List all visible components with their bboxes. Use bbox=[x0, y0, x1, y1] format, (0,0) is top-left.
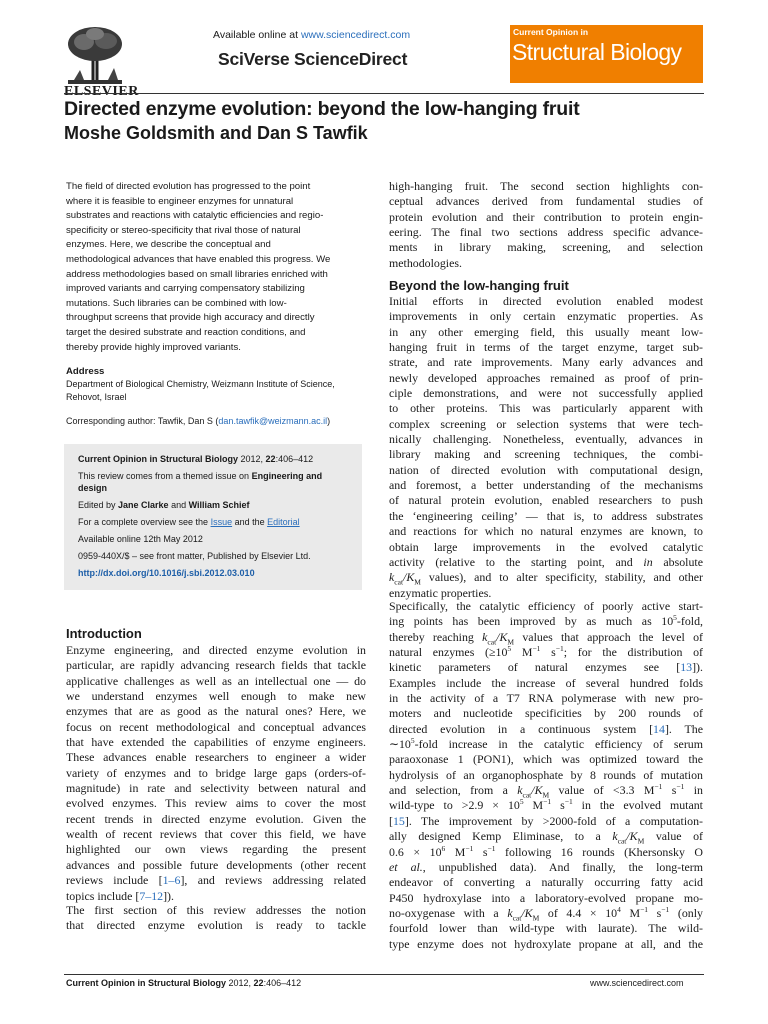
publisher-name: ELSEVIER bbox=[64, 84, 139, 99]
abstract-line: mutations. Such libraries can be combined with low- bbox=[66, 297, 287, 309]
text-fragment: -fold increase in the catalytic efficiency of serum bbox=[414, 737, 703, 752]
corresponding-author bbox=[66, 416, 330, 426]
info-edited-and: and bbox=[168, 500, 189, 510]
text-line bbox=[66, 889, 366, 904]
footer-citation bbox=[66, 978, 301, 988]
km-sub: M bbox=[532, 913, 540, 923]
text-fragment: thereby reaching bbox=[389, 629, 483, 644]
info-themed-prefix: This review comes from a themed issue on bbox=[78, 471, 252, 481]
text-line: methodologies. bbox=[389, 255, 462, 270]
text-line bbox=[389, 555, 703, 570]
journal-badge-title: Structural Biology bbox=[512, 39, 682, 65]
text-fragment: 0.6 × 10 bbox=[389, 844, 442, 859]
abstract-line: thereby provide highly improved variants. bbox=[66, 341, 241, 353]
text-fragment: values that approach the level of bbox=[514, 629, 703, 644]
right-paragraph-2 bbox=[389, 294, 703, 601]
text-line: high-hanging fruit. The second section highlights con- bbox=[389, 179, 703, 193]
text-fragment: ], and reviews addressing related bbox=[180, 873, 367, 888]
text-line: The first section of this review addresses the notion bbox=[66, 903, 366, 917]
text-line bbox=[389, 645, 703, 660]
info-themed-issue bbox=[78, 471, 322, 481]
info-themed-topic-cont: design bbox=[78, 483, 108, 493]
superscript: −1 bbox=[465, 843, 474, 853]
corresponding-suffix: ) bbox=[327, 416, 331, 426]
text-fragment: natural enzymes (≥10 bbox=[389, 645, 508, 660]
info-issn: 0959-440X/$ – see front matter, Published by Elsevier Ltd. bbox=[78, 551, 311, 561]
text-fragment: , unpublished data). And finally, the long-term bbox=[422, 859, 704, 874]
text-line: in any other emerging field, this usually meant low- bbox=[389, 324, 703, 339]
text-fragment: s bbox=[473, 844, 488, 859]
text-line: particular, are rapidly advancing research fields that tackle bbox=[66, 658, 366, 673]
text-line: Specifically, the catalytic efficiency of poorly active start- bbox=[389, 599, 703, 613]
info-citation-journal: Current Opinion in Structural Biology bbox=[78, 454, 239, 464]
section-heading-introduction: Introduction bbox=[66, 626, 142, 641]
footer-website-link[interactable]: www.sciencedirect.com bbox=[590, 978, 684, 988]
text-line bbox=[389, 829, 703, 844]
text-fragment: s bbox=[648, 905, 662, 920]
km-k: /K bbox=[403, 570, 415, 585]
abstract-line: substrates and reactions with catalytic efficiencies and regio- bbox=[66, 210, 324, 222]
reference-link[interactable]: 7–12 bbox=[139, 888, 164, 903]
kcat-sub: cat bbox=[487, 637, 497, 647]
text-line: and foremost, a better understanding of the mechanisms bbox=[389, 478, 703, 493]
text-fragment: M bbox=[445, 844, 466, 859]
kcat-k: k bbox=[482, 629, 488, 644]
abstract-line: The field of directed evolution has progressed to the point bbox=[66, 181, 311, 192]
km-k: /K bbox=[496, 629, 508, 644]
text-line bbox=[66, 873, 366, 888]
text-line: moters and nucleotide specificities by 200 rounds of bbox=[389, 706, 703, 721]
text-line: wealth of recent reviews that cover this field, we have bbox=[66, 827, 366, 842]
footer-divider bbox=[64, 974, 704, 975]
text-line: obtain large improvements in the evolved catalytic bbox=[389, 539, 703, 554]
info-available-online: Available online 12th May 2012 bbox=[78, 534, 203, 544]
article-title: Directed enzyme evolution: beyond the low-hanging fruit bbox=[64, 98, 580, 120]
text-line: nically challenging. Nonetheless, eventually, advances in bbox=[389, 432, 703, 447]
available-online-line bbox=[213, 29, 410, 41]
text-line: nation of directed evolution with computational design, bbox=[389, 462, 703, 477]
abstract-line: improved variants and carrying compensatory stabilizing bbox=[66, 283, 305, 295]
text-line: advances and possible future developments (other recent bbox=[66, 857, 366, 872]
text-line: we understand enzymes well enough to make new bbox=[66, 689, 366, 704]
right-paragraph-3 bbox=[389, 599, 703, 952]
journal-badge bbox=[510, 25, 703, 83]
available-online-text: Available online at bbox=[213, 29, 301, 41]
kcat-k: k bbox=[612, 829, 618, 844]
text-line bbox=[389, 660, 703, 675]
text-fragment: value of <3.3 M bbox=[549, 783, 655, 798]
platform-name: SciVerse ScienceDirect bbox=[218, 49, 408, 69]
text-line bbox=[389, 906, 703, 921]
address-line: Rehovot, Israel bbox=[66, 391, 127, 402]
journal-badge-small: Current Opinion in bbox=[513, 27, 589, 37]
kcat-sub: cat bbox=[394, 577, 404, 587]
text-line: strate, and rate improvements. Many early advances and bbox=[389, 355, 703, 370]
introduction-paragraph-1 bbox=[66, 643, 366, 904]
km-sub: M bbox=[542, 790, 550, 800]
info-citation-pages: :406–412 bbox=[275, 454, 314, 464]
superscript: 5 bbox=[507, 644, 512, 654]
superscript: −1 bbox=[543, 797, 552, 807]
km-k: /K bbox=[626, 829, 638, 844]
text-fragment: topics include [ bbox=[66, 888, 140, 903]
abstract-line: specificity or stereo-specificity that rival those of natural bbox=[66, 224, 301, 236]
text-fragment: and selection, from a bbox=[389, 783, 518, 798]
title-divider bbox=[64, 93, 704, 94]
reference-link[interactable]: 15 bbox=[392, 813, 405, 828]
text-line bbox=[389, 614, 703, 629]
text-line: eering. The final two sections address specific advance- bbox=[389, 225, 703, 240]
text-fragment: s bbox=[662, 783, 677, 798]
text-fragment: wild-type to >2.9 × 10 bbox=[389, 798, 520, 813]
text-line: magnitude) in rate and selectivity between natural and bbox=[66, 781, 366, 796]
section-heading-beyond: Beyond the low-hanging fruit bbox=[389, 278, 569, 293]
abstract-line: where it is feasible to engineer enzymes for unnatural bbox=[66, 195, 294, 207]
corresponding-prefix: Corresponding author: Tawfik, Dan S ( bbox=[66, 416, 219, 426]
text-fragment: absolute bbox=[652, 554, 703, 569]
text-fragment: ally designed Kemp Eliminase, to a bbox=[389, 829, 613, 844]
text-line bbox=[389, 570, 703, 585]
text-fragment: ∼10 bbox=[389, 737, 411, 752]
info-edited-prefix: Edited by bbox=[78, 500, 119, 510]
text-line: P450 hydroxylase into a laboratory-evolved propane mo- bbox=[389, 890, 703, 905]
footer-pages: :406–412 bbox=[263, 978, 302, 988]
text-line: and reactions for which no natural enzymes are known, to bbox=[389, 524, 703, 539]
footer-volume: 22 bbox=[253, 978, 264, 988]
text-fragment: reviews include [ bbox=[66, 873, 163, 888]
text-line: type enzyme does not hydroxylate propane at all, and the bbox=[389, 936, 703, 951]
footer-year: 2012, bbox=[226, 978, 254, 988]
text-fragment: ; for the distribution of bbox=[563, 645, 704, 660]
km-k: /K bbox=[531, 783, 543, 798]
text-line: fourfold lower than wild-type with laurate). The wild- bbox=[389, 921, 703, 936]
superscript: 5 bbox=[519, 797, 524, 807]
superscript: 5 bbox=[673, 613, 677, 623]
kcat-sub: cat bbox=[617, 836, 627, 846]
info-editors bbox=[78, 500, 250, 510]
superscript: −1 bbox=[654, 782, 663, 792]
editorial-link[interactable]: Editorial bbox=[267, 517, 300, 527]
text-fragment: [ bbox=[389, 813, 393, 828]
text-fragment: in bbox=[643, 554, 653, 569]
info-editor-2: William Schief bbox=[188, 500, 250, 510]
text-line: that have extended the capabilities of enzyme engineers. bbox=[66, 735, 366, 750]
article-authors: Moshe Goldsmith and Dan S Tawfik bbox=[64, 123, 368, 143]
text-line bbox=[389, 860, 703, 875]
text-line: evolved enzymes. This review aims to cover the most bbox=[66, 796, 366, 811]
introduction-paragraph-2 bbox=[66, 903, 366, 934]
text-line bbox=[389, 783, 703, 798]
text-fragment: s bbox=[540, 645, 556, 660]
info-citation-volume: 22 bbox=[265, 454, 276, 464]
kcat-sub: cat bbox=[522, 790, 532, 800]
text-line bbox=[389, 798, 703, 813]
kcat-sub: cat bbox=[512, 913, 522, 923]
superscript: 6 bbox=[441, 843, 446, 853]
text-fragment: activity (relative to the starting point, and bbox=[389, 554, 644, 569]
reference-link[interactable]: 14 bbox=[653, 721, 665, 736]
text-fragment: value of bbox=[644, 829, 703, 844]
text-line: highlighted our own views regarding the present bbox=[66, 842, 366, 857]
right-paragraph-1 bbox=[389, 179, 703, 271]
text-fragment: (only bbox=[669, 905, 703, 920]
superscript: −1 bbox=[661, 904, 670, 914]
superscript: −1 bbox=[487, 843, 496, 853]
text-line: ments in library making, screening, and selection bbox=[389, 240, 703, 255]
text-fragment: directed evolution in a continuous system [ bbox=[389, 721, 654, 736]
km-sub: M bbox=[507, 637, 515, 647]
text-line: newly developed approaches remained as proof of prin- bbox=[389, 370, 703, 385]
text-line: Examples include the increase of several hundred folds bbox=[389, 675, 703, 690]
text-line: endeavor of converting a naturally occurring fatty acid bbox=[389, 875, 703, 890]
text-line: of natural protein evolution, enabled researchers to push bbox=[389, 493, 703, 508]
info-editor-1: Jane Clarke bbox=[118, 500, 169, 510]
superscript: −1 bbox=[564, 797, 573, 807]
info-themed-topic: Engineering and bbox=[251, 471, 323, 481]
text-fragment: of 4.4 × 10 bbox=[539, 905, 618, 920]
text-fragment: in the evolved mutant bbox=[572, 798, 703, 813]
elsevier-tree-icon bbox=[64, 24, 126, 86]
text-line: focus on recent methodological and conceptual advances bbox=[66, 719, 366, 734]
abstract-line: methodological advances that have enabled this progress. We bbox=[66, 253, 331, 265]
text-line: recent trends in directed enzyme evolution. Given the bbox=[66, 811, 366, 826]
km-sub: M bbox=[637, 836, 645, 846]
article-info-box bbox=[64, 444, 362, 590]
text-line: ciple demonstrations, and were not successfully applied bbox=[389, 386, 703, 401]
text-line: paraoxonase 1 (PON1), which was optimized toward the bbox=[389, 752, 703, 767]
abstract-line: throughput screens that provide high accuracy and directly bbox=[66, 312, 315, 324]
doi-link[interactable]: http://dx.doi.org/10.1016/j.sbi.2012.03.010 bbox=[78, 568, 255, 578]
superscript: −1 bbox=[532, 644, 541, 654]
text-line: applicative challenges as well as an intellectual one — do bbox=[66, 673, 366, 688]
address-text bbox=[66, 378, 366, 403]
km-sub: M bbox=[414, 577, 421, 587]
text-line: protein evolution and their contribution to protein engin- bbox=[389, 209, 703, 224]
info-citation bbox=[78, 454, 313, 464]
address-label: Address bbox=[66, 366, 105, 377]
text-line: hanging fruit in terms of the target enzyme, target sub- bbox=[389, 340, 703, 355]
text-fragment: kinetic parameters of natural enzymes see [ bbox=[389, 660, 681, 675]
reference-link[interactable]: 1–6 bbox=[162, 873, 181, 888]
abstract-line: target the desired substrate and reaction conditions, and bbox=[66, 326, 306, 338]
address-line: Department of Biological Chemistry, Weizmann Institute of Science, bbox=[66, 379, 335, 389]
info-citation-year: 2012, bbox=[238, 454, 266, 464]
text-line: variety of enzymes and to bridge large gaps (orders-of- bbox=[66, 765, 366, 780]
text-line bbox=[389, 630, 703, 645]
text-fragment: ]. The bbox=[664, 721, 703, 736]
abstract-line: enzymes. Here, we describe the conceptual and bbox=[66, 239, 271, 251]
text-line bbox=[389, 845, 703, 860]
text-fragment: ing points has been improved by as much as 10 bbox=[389, 614, 674, 629]
footer-journal: Current Opinion in Structural Biology bbox=[66, 978, 227, 988]
text-line: improvements in only certain enzymatic properties. As bbox=[389, 309, 703, 324]
text-line bbox=[389, 737, 703, 752]
text-line: to other proteins. This was particularly apparent with bbox=[389, 401, 703, 416]
author-email-link[interactable]: dan.tawfik@weizmann.ac.il bbox=[218, 416, 328, 426]
issue-link[interactable]: Issue bbox=[210, 517, 233, 527]
superscript: −1 bbox=[640, 904, 649, 914]
text-line: Initial efforts in directed evolution enabled modest bbox=[389, 294, 703, 308]
text-fragment: et al. bbox=[389, 859, 423, 874]
text-line: enzymes that are as good as the natural ones? Here, we bbox=[66, 704, 366, 719]
text-fragment: M bbox=[511, 645, 533, 660]
text-line: Enzyme engineering, and directed enzyme evolution in bbox=[66, 643, 366, 657]
text-fragment: values), and to alter specificity, stability, and other bbox=[420, 570, 703, 585]
text-line: the ‘engineering ceiling’ — that is, to address substrates bbox=[389, 508, 703, 523]
text-fragment: in bbox=[684, 783, 703, 798]
km-k: /K bbox=[521, 905, 533, 920]
text-line: that directed enzyme evolution is ready to tackle bbox=[66, 918, 366, 933]
abstract-line: address methodologies based on small libraries enriched with bbox=[66, 268, 328, 280]
text-line: hydrolysis of an organophosphate by 8 rounds of mutation bbox=[389, 767, 703, 782]
superscript: −1 bbox=[676, 782, 685, 792]
text-fragment: ]. The improvement by >2000-fold of a computation- bbox=[404, 813, 703, 828]
text-fragment: -fold, bbox=[676, 614, 703, 629]
text-fragment: M bbox=[523, 798, 544, 813]
sciencedirect-link[interactable]: www.sciencedirect.com bbox=[300, 29, 411, 41]
abstract bbox=[66, 180, 366, 355]
reference-link[interactable]: 13 bbox=[680, 660, 693, 675]
text-line: complex screening or selection systems that were tech- bbox=[389, 416, 703, 431]
superscript: 4 bbox=[617, 904, 621, 914]
text-line bbox=[389, 814, 703, 829]
info-overview bbox=[78, 517, 300, 527]
text-line: ceptual advances derived from fundamental studies of bbox=[389, 194, 703, 209]
text-fragment: s bbox=[551, 798, 565, 813]
text-fragment: no-oxygenase with a bbox=[389, 905, 508, 920]
text-line: in the activity of a T7 RNA polymerase with new pro- bbox=[389, 691, 703, 706]
text-line bbox=[389, 722, 703, 737]
kcat-k: k bbox=[507, 905, 513, 920]
info-overview-prefix: For a complete overview see the bbox=[78, 517, 211, 527]
text-line: These advances enable researchers to engineer a wider bbox=[66, 750, 366, 765]
superscript: −1 bbox=[555, 644, 564, 654]
kcat-k: k bbox=[517, 783, 523, 798]
text-fragment: M bbox=[620, 905, 641, 920]
text-fragment: following 16 rounds (Khersonsky O bbox=[495, 844, 704, 859]
kcat-k: k bbox=[389, 570, 395, 585]
text-fragment: ]). bbox=[692, 660, 703, 675]
info-overview-and: and the bbox=[232, 517, 268, 527]
text-line: enzymatic properties. bbox=[389, 585, 492, 600]
text-fragment: ]). bbox=[163, 888, 174, 903]
superscript: 5 bbox=[410, 736, 415, 746]
text-line: library making and screening techniques, the combi- bbox=[389, 447, 703, 462]
info-themed-issue-cont bbox=[78, 483, 107, 493]
